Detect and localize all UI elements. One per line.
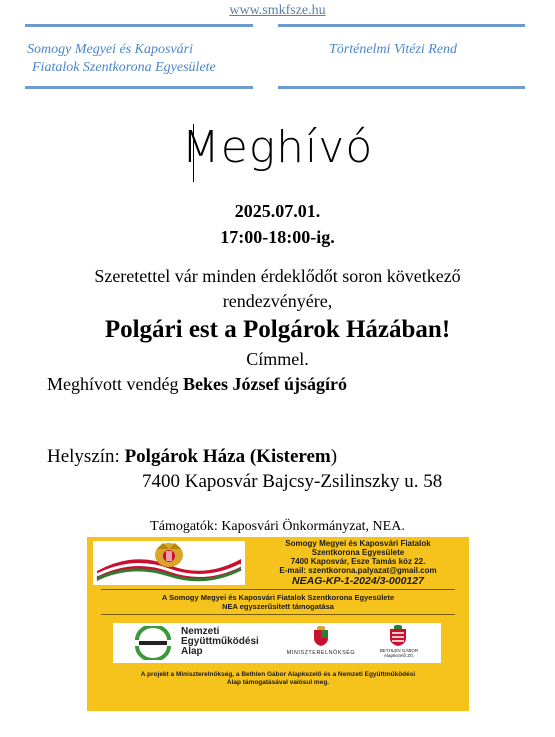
banner-divider-top xyxy=(101,589,455,590)
venue-address: 7400 Kaposvár Bajcsy-Zsilinszky u. 58 xyxy=(142,471,443,492)
sponsor-banner xyxy=(87,537,469,711)
bga-label xyxy=(371,648,427,658)
bethlen-gabor-logo-icon xyxy=(388,625,408,647)
website-link[interactable]: www.smkfsze.hu xyxy=(229,3,326,18)
ministry-label: MINISZTERELNÖKSÉG xyxy=(286,650,356,656)
nea-name xyxy=(181,627,259,657)
title-suffix: Címmel. xyxy=(246,349,309,369)
association-line-1: Somogy Megyei és Kaposvári Fiatalok xyxy=(285,539,431,548)
nea-line-3: Alap xyxy=(181,646,203,657)
hungarian-coat-of-arms-icon xyxy=(312,626,330,646)
venue-close: ) xyxy=(330,446,338,467)
association-logo-graphic xyxy=(93,541,245,585)
project-funding-text xyxy=(97,671,459,687)
header-rule-top-left xyxy=(25,24,253,27)
support-text xyxy=(107,593,449,611)
grant-code: NEAG-KP-1-2024/3-000127 xyxy=(292,575,424,587)
intro-line-1: Szeretettel vár minden érdeklődőt soron következő xyxy=(94,266,461,286)
header-rule-top-right xyxy=(278,24,525,27)
association-address: 7400 Kaposvár, Esze Tamás köz 22. xyxy=(290,557,426,566)
guest-label: Meghívott vendég xyxy=(47,374,183,394)
sponsor-logos xyxy=(113,623,441,663)
association-line-2: Szentkorona Egyesülete xyxy=(311,548,405,557)
invitation-title: Meghívó xyxy=(181,122,374,173)
header-right-org: Történelmi Vitézi Rend xyxy=(329,42,458,57)
guest-name: Bekes József újságíró xyxy=(182,374,347,394)
event-title: Polgári est a Polgárok Házában! xyxy=(104,316,451,343)
header-left-line1: Somogy Megyei és Kaposvári xyxy=(27,42,194,57)
venue-name: Polgárok Háza (Kisterem xyxy=(124,446,331,467)
event-date: 2025.07.01. xyxy=(234,201,321,221)
header-rule-bottom-left xyxy=(25,86,253,89)
support-line-1: A Somogy Megyei és Kaposvári Fiatalok Szentkorona Egyesülete xyxy=(161,593,395,602)
event-time: 17:00-18:00-ig. xyxy=(220,227,335,247)
association-info xyxy=(250,539,466,586)
sponsors-line: Támogatók: Kaposvári Önkormányzat, NEA. xyxy=(150,519,405,534)
header-left-org xyxy=(27,41,257,77)
header-rule-bottom-right xyxy=(278,86,525,89)
support-line-2: NEA egyszerűsített támogatása xyxy=(222,602,334,611)
nea-line-2: Együttműködési xyxy=(181,636,259,647)
venue-label: Helyszín: xyxy=(47,446,125,467)
association-email: E-mail: szentkorona.palyazat@gmail.com xyxy=(279,566,437,575)
project-line-2: Alap támogatásával valósul meg. xyxy=(226,679,330,686)
nea-line-1: Nemzeti xyxy=(181,626,220,637)
nea-logo-icon xyxy=(133,626,173,660)
bga-line-2: Alapkezelő Zrt. xyxy=(383,653,414,658)
venue-line xyxy=(47,446,337,468)
intro-line-2: rendezvényére, xyxy=(222,291,333,311)
association-logo xyxy=(93,541,245,585)
guest-line xyxy=(47,374,347,395)
header-left-line2: Fiatalok Szentkorona Egyesülete xyxy=(32,60,216,75)
project-line-1: A projekt a Miniszterelnökség, a Bethlen Gábor Alapkezelő és a Nemzeti Együttműködési xyxy=(140,671,416,678)
bga-line-1: BETHLEN GÁBOR xyxy=(379,648,419,653)
banner-divider-bottom xyxy=(101,614,455,615)
